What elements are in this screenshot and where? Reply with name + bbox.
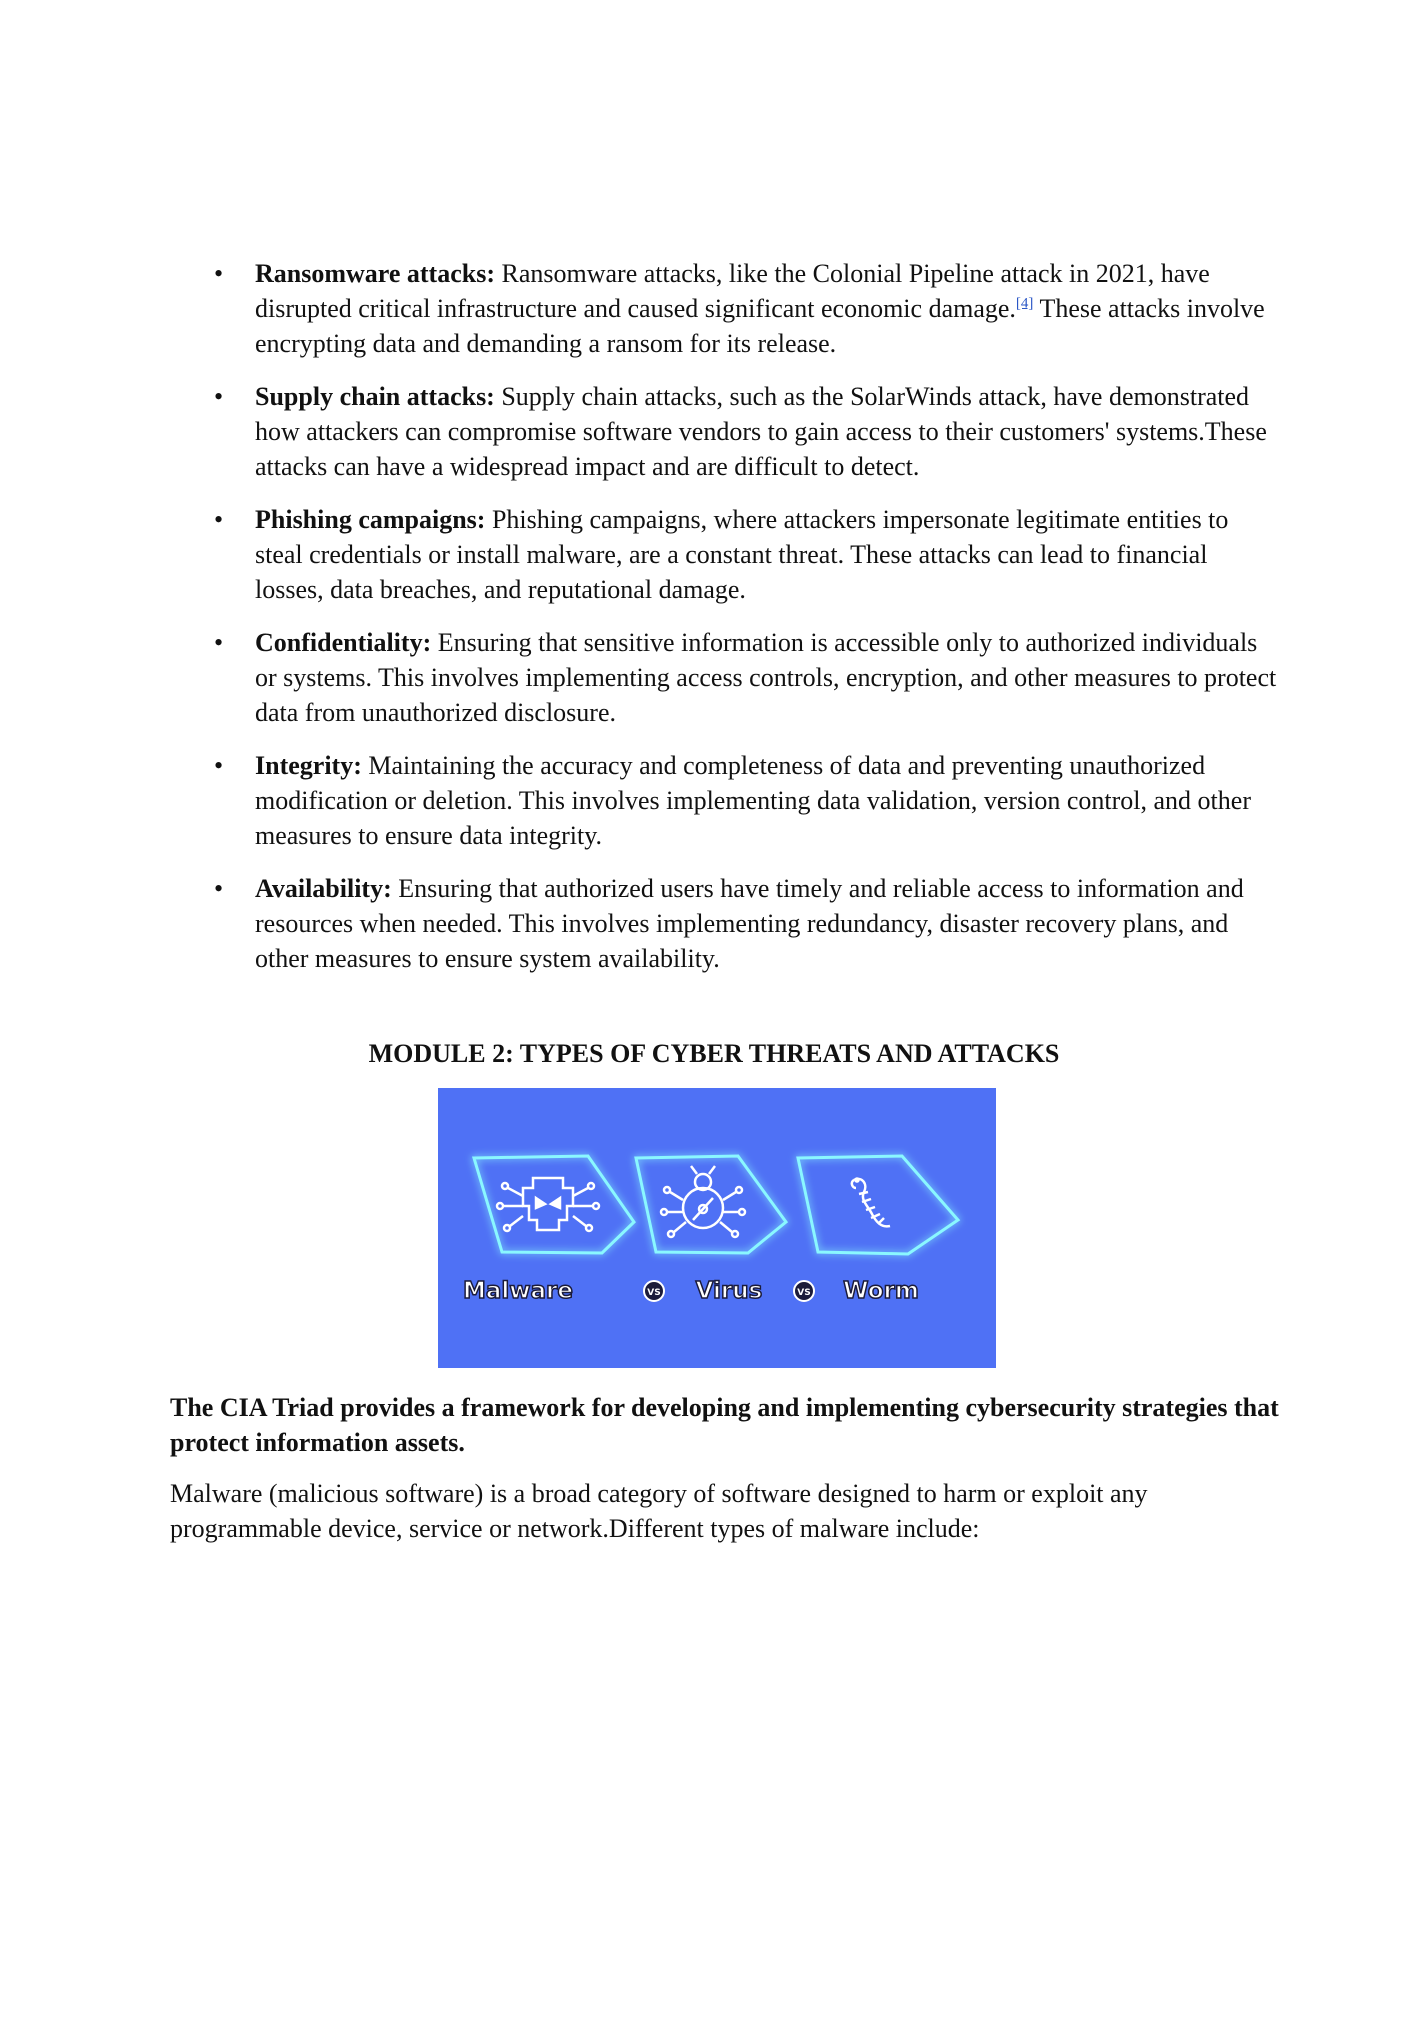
bullet-text: Maintaining the accuracy and completeness of data and preventing unauthorized modification or deletion. This involves implementing data validation, version control, and other measures to ensure data integrity. [255,751,1251,850]
list-item [200,871,1280,976]
list-item [200,256,1280,361]
reference-link[interactable]: [4] [1015,295,1034,312]
bullet-text: Ensuring that authorized users have timely and reliable access to information and resources when needed. This involves implementing redundancy, disaster recovery plans, and other measures to ensure system availability. [255,874,1244,973]
bullet-icon: • [214,505,224,534]
list-item [200,502,1280,607]
bullet-term: Confidentiality: [255,628,432,657]
worm-label: Worm [843,1278,919,1304]
bullet-text: Ransomware attacks, like the Colonial Pipeline attack in 2021, have disrupted critical infrastructure and caused significant economic damage. [255,259,1210,323]
bullet-term: Phishing campaigns: [255,505,486,534]
bullet-text: Supply chain attacks, such as the SolarWinds attack, have demonstrated how attackers can compromise software vendors to gain access to their customers' systems.These attacks can have a widespread impact and are difficult to detect. [255,382,1267,481]
vs-label: VS [647,1288,661,1298]
bullet-text: Ensuring that sensitive information is accessible only to authorized individuals or systems. This involves implementing access controls, encryption, and other measures to protect data from unauthorized disclosure. [255,628,1277,727]
vs-label: VS [797,1288,811,1298]
bullet-icon: • [214,259,224,288]
malware-intro: Malware (malicious software) is a broad category of software designed to harm or exploit any programmable device, service or network.Different types of malware include: [170,1479,1148,1543]
bullet-icon: • [214,628,224,657]
bullet-icon: • [214,751,224,780]
bullet-list [200,256,1280,994]
malware-virus-worm-figure [438,1088,996,1368]
bullet-text: These attacks involve encrypting data and demanding a ransom for its release. [255,294,1265,358]
bullet-term: Supply chain attacks: [255,382,495,411]
bullet-term: Availability: [255,874,392,903]
module-heading: MODULE 2: TYPES OF CYBER THREATS AND ATTACKS [368,1039,1060,1068]
malware-label: Malware [462,1278,574,1304]
cia-statement: The CIA Triad provides a framework for developing and implementing cybersecurity strategies that protect information assets. [170,1393,1279,1457]
bullet-icon: • [214,382,224,411]
list-item [200,748,1280,853]
list-item [200,379,1280,484]
bullet-text: Phishing campaigns, where attackers impersonate legitimate entities to steal credentials or install malware, are a constant threat. These attacks can lead to financial losses, data breaches, and reputational damage. [255,505,1229,604]
bullet-term: Ransomware attacks: [255,259,495,288]
bullet-icon: • [214,874,224,903]
list-item [200,625,1280,730]
bullet-term: Integrity: [255,751,362,780]
virus-label: Virus [695,1278,763,1304]
